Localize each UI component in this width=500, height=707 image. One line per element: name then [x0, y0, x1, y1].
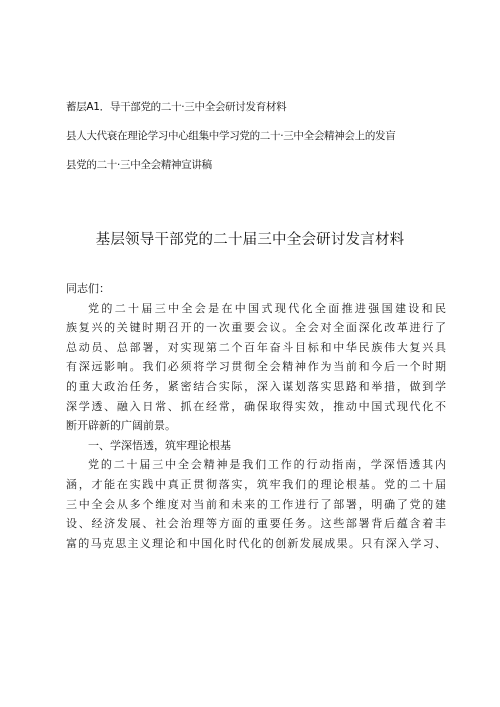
paragraph-line: 党的二十届三中全会精神是我们工作的行动指南，学深悟透其内 — [88, 458, 446, 472]
paragraph-line: 富的马克思主义理论和中国化时代化的创新发展成果。只有深入学习、 — [66, 536, 446, 550]
document-title: 基层领导干部党的二十届三中全会研讨发言材料 — [95, 232, 405, 248]
paragraph-line: 断开辟新的广阔前景。 — [66, 419, 176, 433]
related-doc-link[interactable]: 县人大代衰在理论学习中心组集中学习党的二十·三中全会精神会上的发盲 — [66, 130, 396, 142]
paragraph-line: 涵，才能在实践中真正贯彻落实，筑牢我们的理论根基。党的二十届 — [66, 477, 446, 491]
paragraph-line: 有深远影响。我们必须将学习贯彻全会精神作为当前和今后一个时期 — [66, 360, 446, 374]
related-docs-list — [66, 100, 466, 172]
section-heading: 一、学深悟透，筑牢理论根基 — [88, 438, 231, 452]
paragraph — [66, 455, 446, 553]
paragraph-line: 三中全会从多个维度对当前和未来的工作进行了部署，明确了党的建 — [66, 497, 446, 511]
related-doc-link[interactable]: 县党的二十·三中全会精神宣讲稿 — [66, 159, 212, 171]
salutation: 同志们： — [66, 282, 110, 295]
document-body — [66, 279, 446, 553]
paragraph-line: 族复兴的关键时期召开的一次重要会议。全会对全面深化改革进行了 — [66, 321, 446, 335]
paragraph-line: 深学透、融入日常、抓在经常，确保取得实效，推动中国式现代化不 — [66, 399, 446, 413]
paragraph-line: 总动员、总部署，对实现第二个百年奋斗目标和中华民族伟大复兴具 — [66, 340, 446, 354]
paragraph-line: 设、经济发展、社会治理等方面的重要任务。这些部署背后蕴含着丰 — [66, 517, 446, 531]
paragraph-line: 党的二十届三中全会是在中国式现代化全面推进强国建设和民 — [88, 301, 446, 315]
paragraph-line: 的重大政治任务，紧密结合实际，深入谋划落实思路和举措，做到学 — [66, 379, 446, 393]
paragraph — [66, 299, 446, 436]
related-doc-link[interactable]: 蓄层A1．导干部党的二十·三中全会研讨发育材料 — [66, 101, 287, 113]
